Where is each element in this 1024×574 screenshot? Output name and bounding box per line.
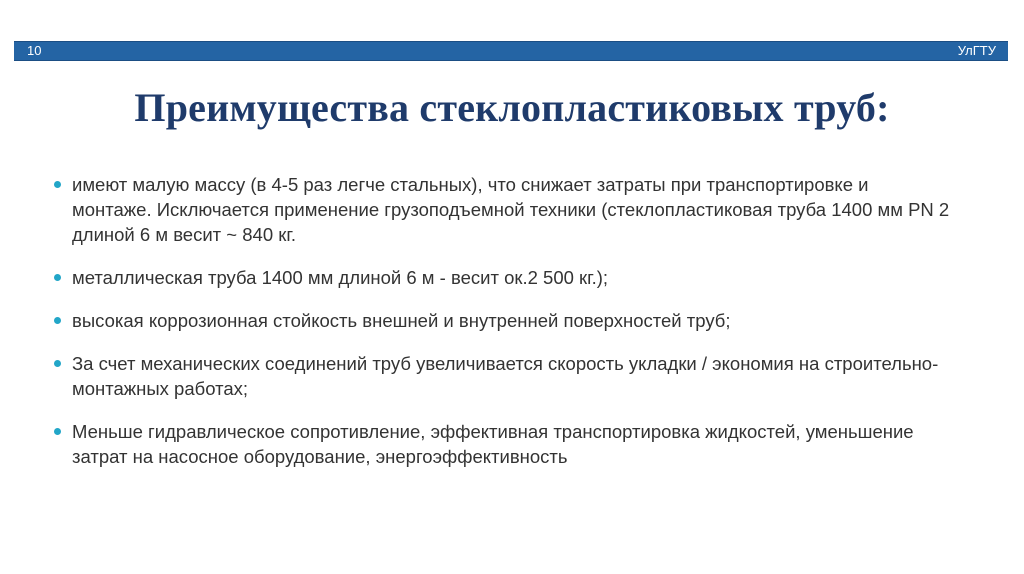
slide-number: 10: [27, 43, 42, 58]
bullet-dot-icon: [54, 181, 61, 188]
header-bar: [14, 41, 1008, 61]
list-item: [52, 351, 952, 401]
list-item: [52, 172, 952, 247]
list-item: [52, 265, 952, 290]
bullet-list: [52, 172, 952, 487]
bullet-dot-icon: [54, 360, 61, 367]
list-item: [52, 419, 952, 469]
org-name: УлГТУ: [957, 43, 996, 58]
bullet-text: металлическая труба 1400 мм длиной 6 м - весит ок.2 500 кг.);: [72, 267, 609, 288]
bullet-text: За счет механических соединений труб увеличивается скорость укладки / экономия на строительно-монтажных работах;: [72, 353, 939, 399]
bullet-text: Меньше гидравлическое сопротивление, эффективная транспортировка жидкостей, уменьшение затрат на насосное оборудование, энергоэффективность: [72, 421, 914, 467]
bullet-text: высокая коррозионная стойкость внешней и внутренней поверхностей труб;: [72, 310, 731, 331]
slide-title: Преимущества стеклопластиковых труб:: [134, 85, 890, 130]
bullet-dot-icon: [54, 274, 61, 281]
bullet-text: имеют малую массу (в 4-5 раз легче стальных), что снижает затраты при транспортировке и монтаже. Исключается применение грузоподъемной техники (стеклопластиковая труба 1400 мм PN 2 длиной 6 м весит ~ 840 кг.: [72, 174, 950, 245]
bullet-dot-icon: [54, 317, 61, 324]
list-item: [52, 308, 952, 333]
bullet-dot-icon: [54, 428, 61, 435]
